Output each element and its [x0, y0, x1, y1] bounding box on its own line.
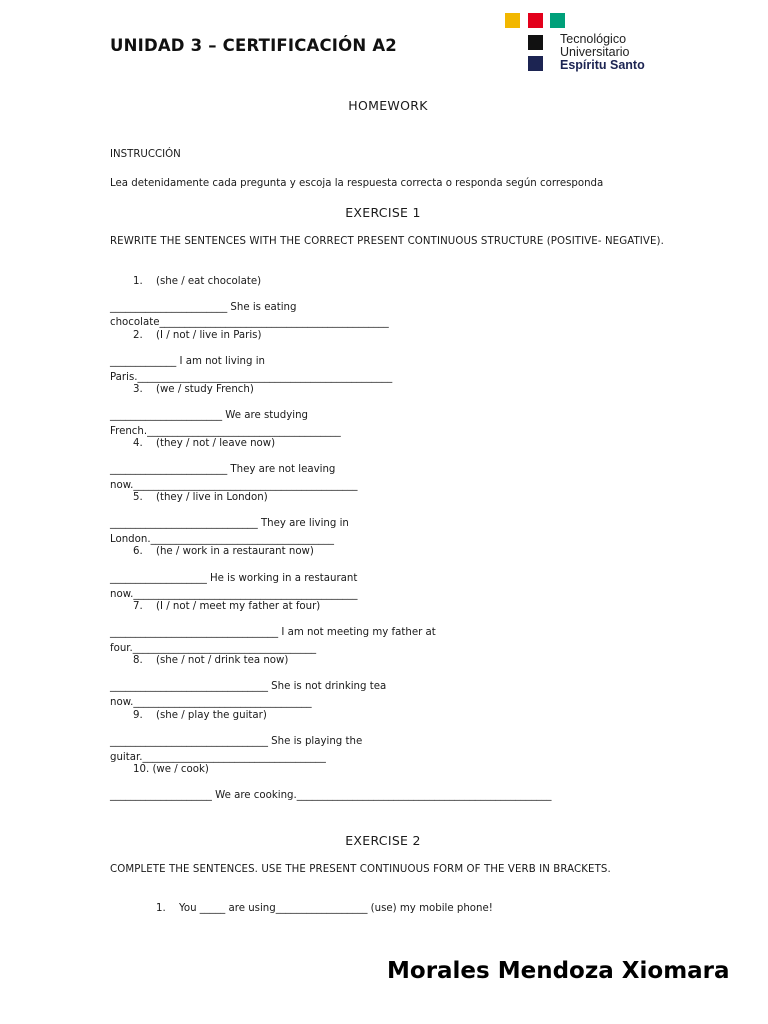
exercise2-sentence[interactable]: You _____ are using__________________ (use) my mobile phone! [179, 903, 493, 914]
exercise2-instructions: COMPLETE THE SENTENCES. USE THE PRESENT CONTINUOUS FORM OF THE VERB IN BRACKETS. [110, 864, 611, 875]
answer-line[interactable]: chocolate_____________________________________________ [110, 317, 389, 328]
logo-text-line3: Espíritu Santo [560, 58, 645, 72]
item-prompt: (I / not / meet my father at four) [156, 601, 321, 612]
answer-line[interactable]: _______________________________ She is not drinking tea [110, 681, 387, 692]
answer-line[interactable]: four.____________________________________ [110, 643, 317, 654]
logo-square-navy [528, 56, 543, 71]
logo-square-red [528, 13, 543, 28]
answer-line[interactable]: French.______________________________________ [110, 426, 341, 437]
logo-square-yellow [505, 13, 520, 28]
item-number: 7. [133, 601, 143, 612]
answer-line[interactable]: now.____________________________________________ [110, 589, 358, 600]
item-number: 4. [133, 438, 143, 449]
homework-title: HOMEWORK [348, 98, 428, 113]
item-prompt: (she / not / drink tea now) [156, 655, 289, 666]
logo-text-line2: Universitario [560, 45, 630, 59]
item-prompt: (she / eat chocolate) [156, 276, 262, 287]
exercise2-title: EXERCISE 2 [345, 833, 421, 848]
logo-square-green [550, 13, 565, 28]
logo-text-line1: Tecnológico [560, 32, 627, 46]
answer-line[interactable]: now.___________________________________ [110, 697, 312, 708]
answer-line[interactable]: _________________________________ I am not meeting my father at [110, 627, 436, 638]
answer-line[interactable]: now.____________________________________________ [110, 480, 358, 491]
item-number: 1. [133, 276, 143, 287]
answer-line[interactable]: ____________________ We are cooking.__________________________________________________ [110, 790, 552, 801]
item-number: 8. [133, 655, 143, 666]
exercise1-instructions: REWRITE THE SENTENCES WITH THE CORRECT PRESENT CONTINUOUS STRUCTURE (POSITIVE- NEGATIVE). [110, 236, 664, 247]
item-prompt: (he / work in a restaurant now) [156, 546, 314, 557]
answer-line[interactable]: guitar.____________________________________ [110, 752, 326, 763]
answer-line[interactable]: ___________________ He is working in a restaurant [110, 573, 358, 584]
instruction-text: Lea detenidamente cada pregunta y escoja la respuesta correcta o responda según corresponda [110, 178, 604, 189]
item-number: 6. [133, 546, 143, 557]
institution-logo [505, 13, 665, 75]
item-prompt: (they / not / leave now) [156, 438, 276, 449]
student-signature: Morales Mendoza Xiomara [387, 958, 730, 984]
item-number: 5. [133, 492, 143, 503]
answer-line[interactable]: _____________________________ They are living in [110, 518, 349, 529]
answer-line[interactable]: Paris.__________________________________________________ [110, 372, 393, 383]
logo-square-black [528, 35, 543, 50]
item-prompt: (I / not / live in Paris) [156, 330, 262, 341]
item-prompt: (they / live in London) [156, 492, 268, 503]
answer-line[interactable]: London.____________________________________ [110, 534, 334, 545]
item-number: 10. (we / cook) [133, 764, 209, 775]
exercise1-title: EXERCISE 1 [345, 205, 421, 220]
answer-line[interactable]: _______________________ She is eating [110, 302, 297, 313]
instruction-heading: INSTRUCCIÓN [110, 149, 181, 160]
item-number: 3. [133, 384, 143, 395]
answer-line[interactable]: ______________________ We are studying [110, 410, 309, 421]
item-prompt: (she / play the guitar) [156, 710, 267, 721]
unit-title: UNIDAD 3 – CERTIFICACIÓN A2 [110, 36, 397, 55]
item-number: 1. [156, 903, 166, 914]
answer-line[interactable]: _______________________ They are not leaving [110, 464, 336, 475]
answer-line[interactable]: _______________________________ She is playing the [110, 736, 363, 747]
answer-line[interactable]: _____________ I am not living in [110, 356, 265, 367]
item-number: 2. [133, 330, 143, 341]
item-number: 9. [133, 710, 143, 721]
item-prompt: (we / study French) [156, 384, 254, 395]
